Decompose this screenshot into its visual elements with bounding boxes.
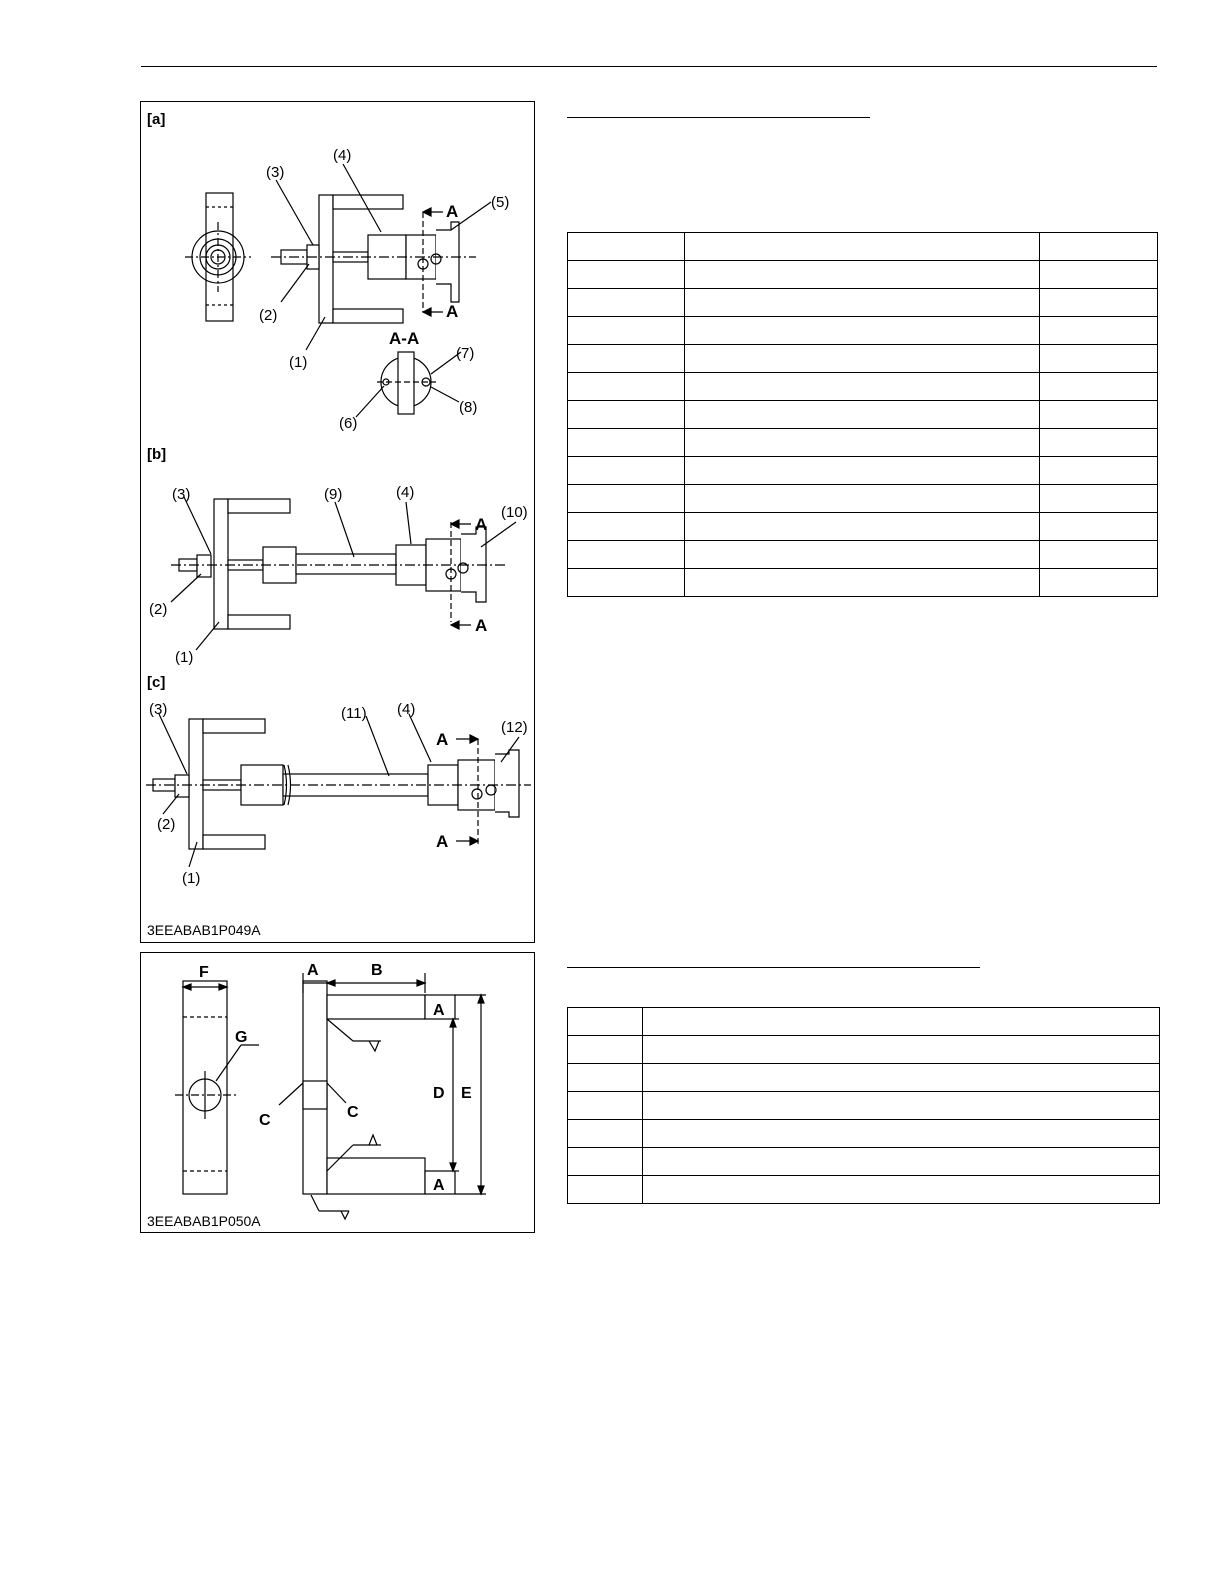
table-row [568, 317, 1158, 345]
figure-code: 3EEABAB1P050A [147, 1213, 261, 1229]
table-cell [1040, 317, 1158, 345]
table-cell [568, 289, 685, 317]
table-cell [1040, 485, 1158, 513]
table-row [568, 261, 1158, 289]
label-g: G [235, 1029, 248, 1046]
callout: (2) [149, 601, 168, 618]
section-mark: A [436, 730, 449, 749]
table-cell [685, 317, 1040, 345]
table-cell [568, 569, 685, 597]
table-cell [1040, 457, 1158, 485]
table-cell [1040, 569, 1158, 597]
callout: (12) [501, 719, 528, 736]
table-cell [568, 1008, 643, 1036]
table-cell [685, 513, 1040, 541]
section-mark: A [446, 302, 459, 321]
panel-c-tag: [c] [147, 674, 166, 691]
table-row [568, 541, 1158, 569]
section-heading-rule [567, 117, 870, 118]
table-cell [685, 401, 1040, 429]
section-mark: A [436, 832, 449, 851]
table-cell [685, 541, 1040, 569]
table-cell [685, 345, 1040, 373]
table-cell [1040, 373, 1158, 401]
table-row [568, 1120, 1160, 1148]
table-cell [568, 1176, 643, 1204]
table-row [568, 569, 1158, 597]
table-cell [568, 457, 685, 485]
table-cell [568, 373, 685, 401]
table-cell [643, 1148, 1160, 1176]
figure-code: 3EEABAB1P049A [147, 922, 261, 938]
table-cell [643, 1176, 1160, 1204]
callout: (1) [175, 649, 194, 666]
table-cell [685, 485, 1040, 513]
table-row [568, 1008, 1160, 1036]
table-cell [1040, 345, 1158, 373]
table-row [568, 1092, 1160, 1120]
table-cell [1040, 541, 1158, 569]
callout: (3) [266, 164, 285, 181]
panel-a-tag: [a] [147, 111, 166, 128]
callout: (4) [333, 147, 352, 164]
spec-table-2 [567, 1007, 1160, 1204]
table-row [568, 401, 1158, 429]
table-row [568, 513, 1158, 541]
spec-table-1 [567, 232, 1158, 597]
table-cell [568, 1148, 643, 1176]
callout: (2) [259, 307, 278, 324]
table-cell [568, 1036, 643, 1064]
label-e: E [461, 1085, 472, 1102]
table-cell [643, 1036, 1160, 1064]
table-row [568, 289, 1158, 317]
label-a: A [307, 962, 319, 979]
table-cell [568, 485, 685, 513]
callout: (3) [172, 486, 191, 503]
callout: (8) [459, 399, 478, 416]
table-cell [568, 401, 685, 429]
dimension-drawing [141, 953, 534, 1232]
table-row [568, 1176, 1160, 1204]
figure-puller-assembly [140, 101, 535, 943]
table-cell [568, 345, 685, 373]
table-cell [1040, 233, 1158, 261]
table-row [568, 373, 1158, 401]
label-a-box: A [433, 1177, 445, 1194]
figure-puller-dimensions [140, 952, 535, 1233]
label-c: C [259, 1112, 271, 1129]
table-cell [568, 429, 685, 457]
label-c: C [347, 1104, 359, 1121]
section-mark: A [475, 616, 488, 635]
callout: (5) [491, 194, 510, 211]
panel-b-tag: [b] [147, 446, 167, 463]
callout: (6) [339, 415, 358, 432]
table-row [568, 345, 1158, 373]
section-mark: A [475, 515, 488, 534]
callout: (3) [149, 701, 168, 718]
table-cell [685, 261, 1040, 289]
section-title: A-A [389, 329, 420, 348]
table-cell [568, 1092, 643, 1120]
table-cell [568, 1064, 643, 1092]
puller-drawing [141, 102, 534, 942]
table-cell [685, 373, 1040, 401]
table-cell [1040, 289, 1158, 317]
table-cell [685, 569, 1040, 597]
callout: (1) [289, 354, 308, 371]
table-cell [685, 429, 1040, 457]
table-cell [568, 261, 685, 289]
callout: (7) [456, 345, 475, 362]
table-row [568, 429, 1158, 457]
callout: (4) [396, 484, 415, 501]
table-row [568, 1148, 1160, 1176]
header-rule [141, 66, 1157, 67]
table-cell [643, 1120, 1160, 1148]
table-cell [685, 233, 1040, 261]
table-cell [685, 289, 1040, 317]
label-f: F [199, 964, 209, 981]
callout: (2) [157, 816, 176, 833]
table-cell [1040, 513, 1158, 541]
table-cell [643, 1092, 1160, 1120]
table-cell [1040, 401, 1158, 429]
table-cell [568, 233, 685, 261]
section-heading-rule [567, 967, 980, 968]
table-row [568, 485, 1158, 513]
callout: (9) [324, 486, 343, 503]
callout: (11) [341, 705, 367, 722]
callout: (4) [397, 701, 416, 718]
table-cell [643, 1008, 1160, 1036]
table-cell [568, 541, 685, 569]
table-cell [643, 1064, 1160, 1092]
table-row [568, 457, 1158, 485]
label-d: D [433, 1085, 445, 1102]
table-cell [568, 513, 685, 541]
table-cell [568, 1120, 643, 1148]
table-row [568, 233, 1158, 261]
table-row [568, 1036, 1160, 1064]
label-b: B [371, 962, 383, 979]
section-mark: A [446, 202, 459, 221]
callout: (1) [182, 870, 201, 887]
callout: (10) [501, 504, 528, 521]
table-row [568, 1064, 1160, 1092]
table-cell [568, 317, 685, 345]
table-cell [685, 457, 1040, 485]
label-a-box: A [433, 1002, 445, 1019]
table-cell [1040, 429, 1158, 457]
table-cell [1040, 261, 1158, 289]
